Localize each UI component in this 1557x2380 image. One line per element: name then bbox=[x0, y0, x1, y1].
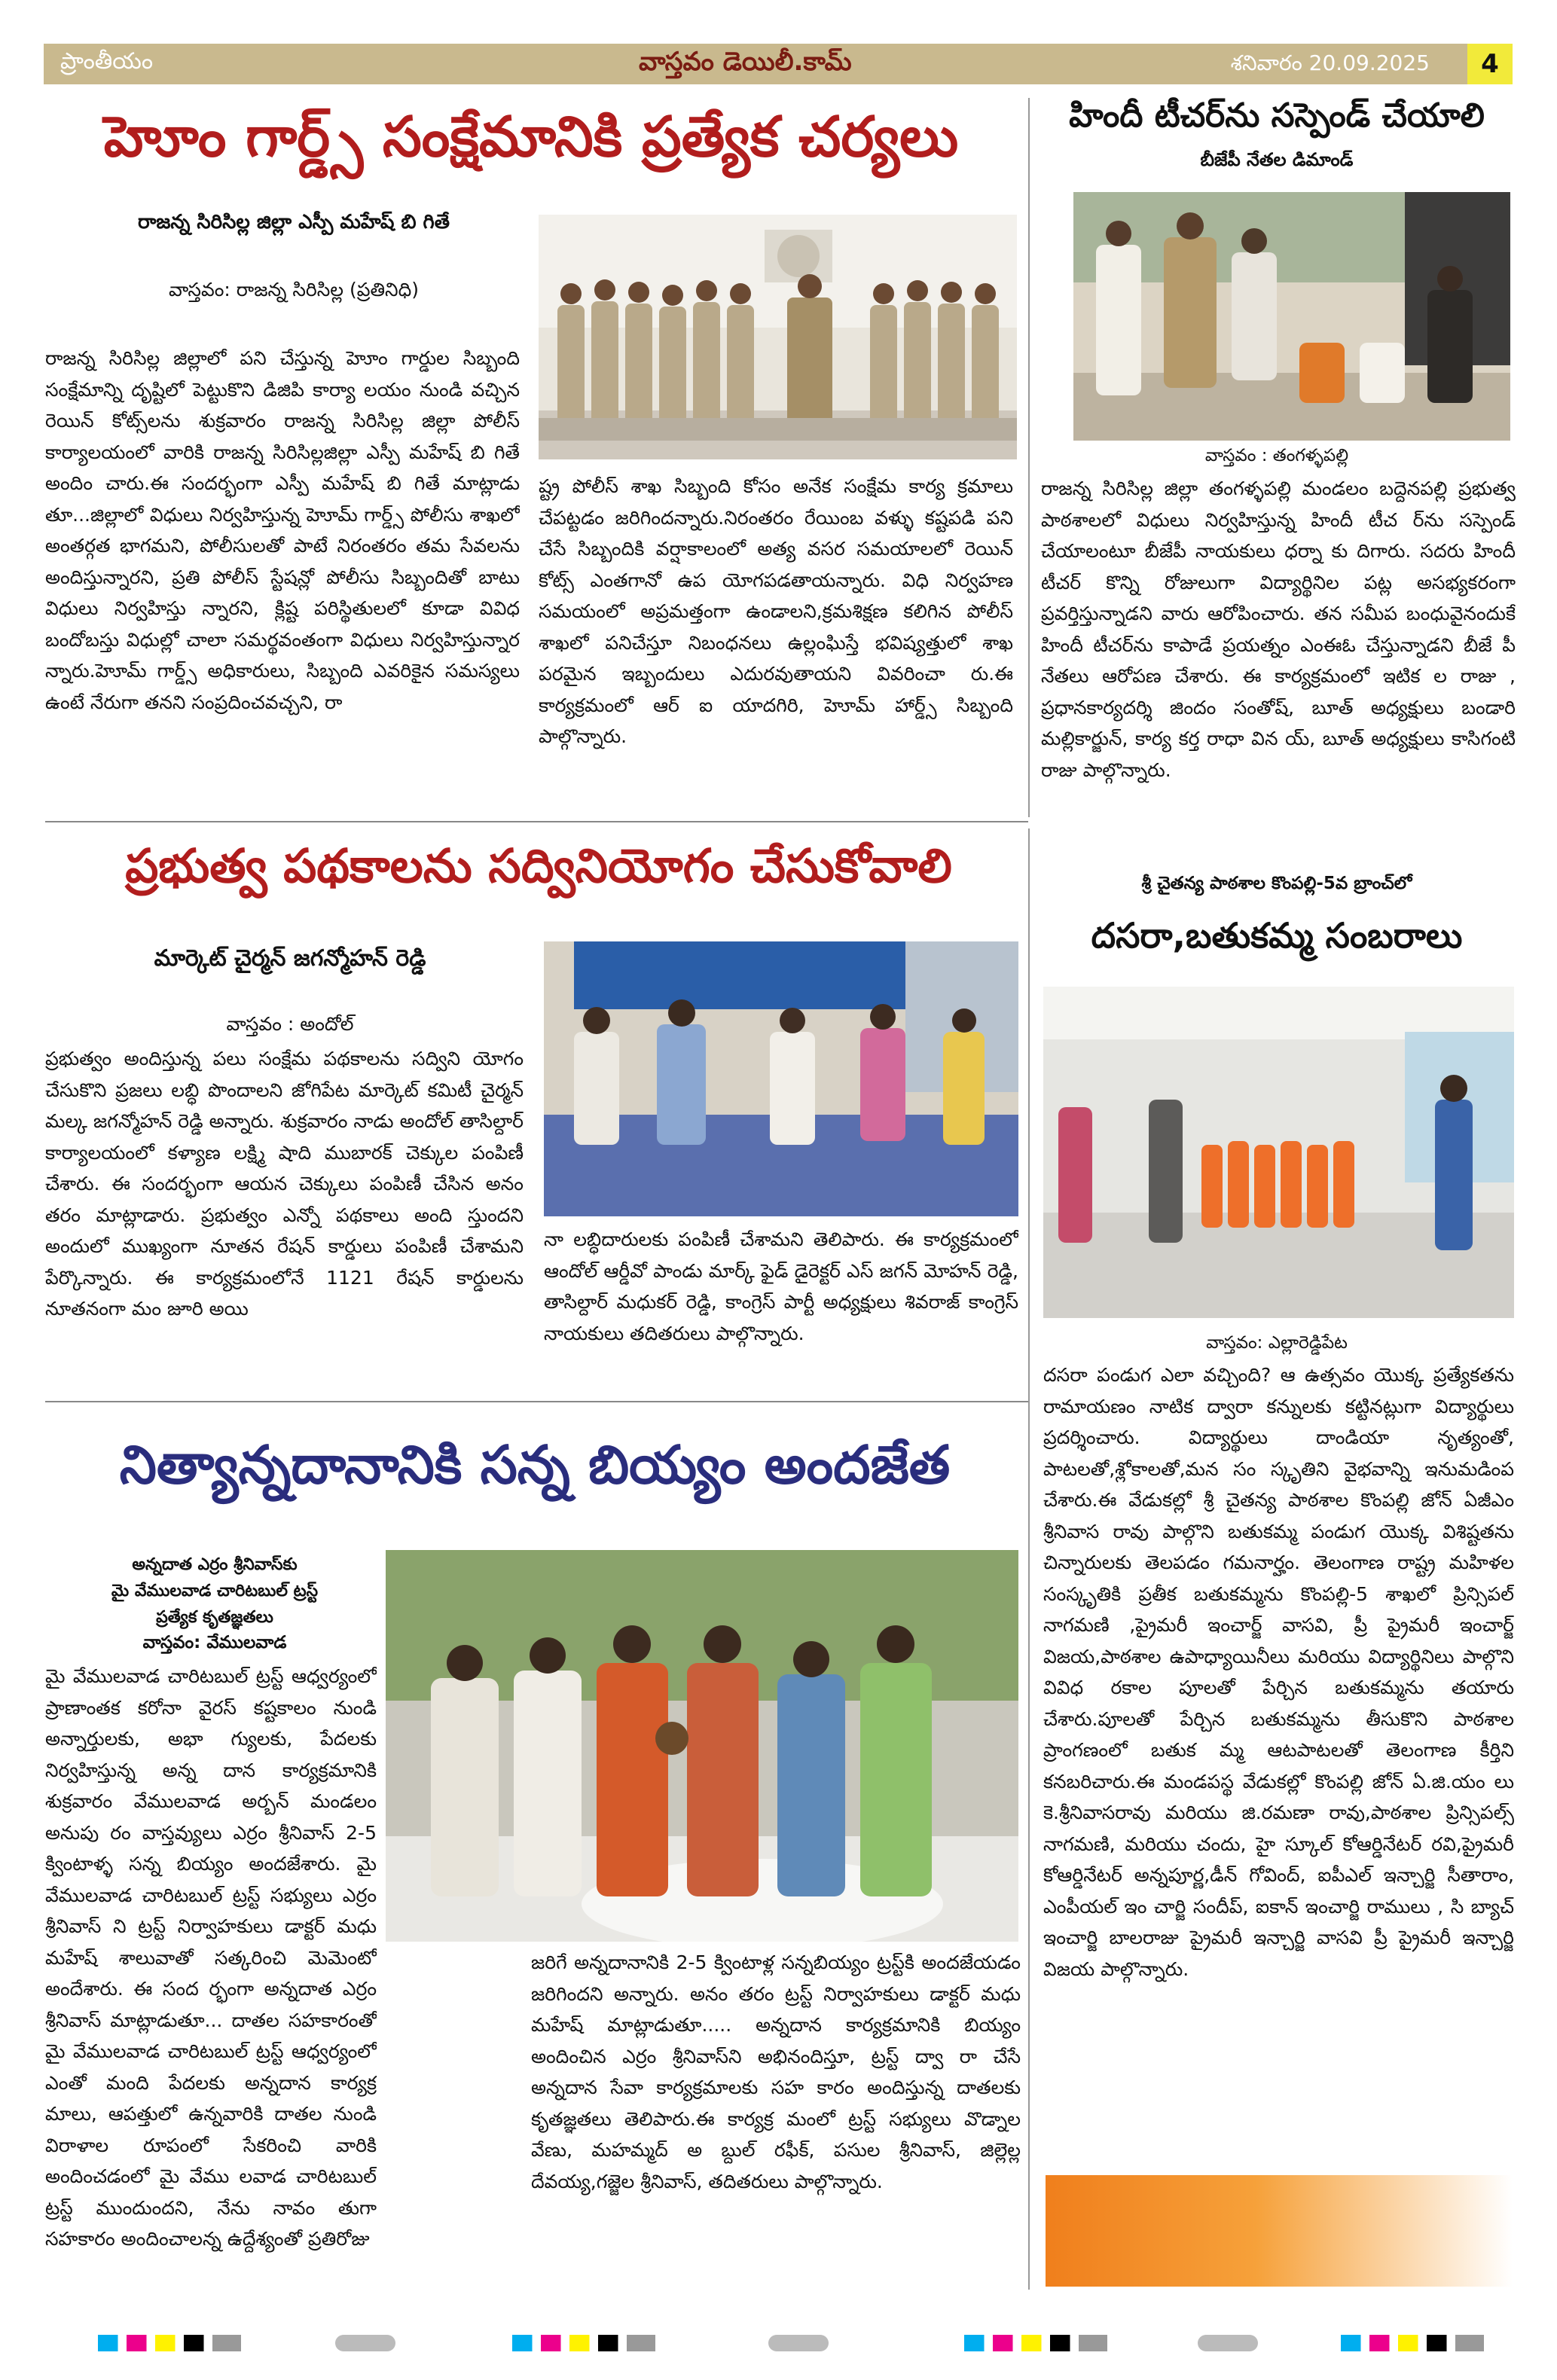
rice-donation-photo bbox=[386, 1550, 1018, 1942]
article5-headline: నిత్యాన్నదానానికి సన్న బియ్యం అందజేత bbox=[119, 1434, 951, 1496]
advert-block bbox=[1046, 2175, 1513, 2287]
article2-headline: హిందీ టీచర్‌ను సస్పెండ్ చేయాలి bbox=[1069, 96, 1485, 135]
color-bar bbox=[1341, 2335, 1484, 2351]
protest-photo bbox=[1073, 192, 1510, 441]
article1-photo bbox=[539, 215, 1017, 459]
article3-body-col1: ప్రభుత్వం అందిస్తున్న పలు సంక్షేమ పథకాలను సద్విని యోగం చేసుకొని ప్రజలు లబ్ధి పొందాలని జోగిపేట మార్కెట్ కమిటీ చైర్మన్ మల్క జగన్మోహన్ రెడ్డి అన్నారు. శుక్రవారం నాడు అందోల్ తాసిల్దార్ కార్యాలయంలో కళ్యాణ లక్ష్మి షాది ముబారక్ చెక్కుల పంపిణీ చేశారు. ఈ సందర్భంగా ఆయన చెక్కులు పంపిణీ చేసిన అనం తరం మాట్లాడారు. ప్రభుత్వం ఎన్నో పథకాలు అంది స్తుందని అందులో ముఖ్యంగా నూతన రేషన్ కార్డులు పంపిణీ చేశామని పేర్కొన్నారు. ఈ కార్యక్రమంలోనే 1121 రేషన్ కార్డులను నూతనంగా మం జూరి అయి bbox=[45, 1048, 524, 1320]
article2-dateline: వాస్తవం : తంగళ్ళపల్లి bbox=[1204, 446, 1349, 465]
article4-body: దసరా పండుగ ఎలా వచ్చింది? ఆ ఉత్సవం యొక్క ప్రత్యేకతను రామాయణం నాటిక ద్వారా కన్నులకు కట్టినట్లుగా విద్యార్థులు ప్రదర్శించారు. విద్యార్థులు దాండియా నృత్యంతో, పాటలతో,శ్లోకాలతో,మన సం స్కృతిని వైభవాన్ని ఇనుమడింప చేశారు.ఈ వేడుకల్లో శ్రీ చైతన్య పాఠశాల కొంపల్లి జోన్ ఏజీఎం శ్రీనివాస రావు పాల్గొని బతుకమ్మ పండుగ యొక్క విశిష్టతను చిన్నారులకు తెలపడం గమనార్హం. తెలంగాణ రాష్ట్ర మహిళల సంస్కృతికి ప్రతీక బతుకమ్మను కొంపల్లి-5 శాఖలో ప్రిన్సిపల్ నాగమణి ,ప్రైమరీ ఇంచార్జ్ వాసవి, ప్రీ ప్రైమరీ ఇంచార్జ్ విజయ,పాఠశాల ఉపాధ్యాయినీలు మరియు విద్యార్థినిలు పాల్గొని వివిధ రకాల పూలతో పేర్చిన బతుకమ్మను తయారు చేశారు.పూలతో పేర్చిన బతుకమ్మను తీసుకొని పాఠశాల ప్రాంగణంలో బతుక మ్మ ఆటపాటలతో తెలంగాణ కీర్తిని కనబరిచారు.ఈ మండపస్థ వేడుకల్లో కొంపల్లి జోన్ ఏ.జి.యం లు కె.శ్రీనివాసరావు మరియు జి.రమణా రావు,పాఠశాల ప్రిన్సిపల్స్ నాగమణి, మరియు చందు, హై స్కూల్ కోఆర్డినేటర్ రవి,ప్రైమరీ కోఆర్డినేటర్ అన్నపూర్ణ,డీన్ గోవింద్, ఐపీఎల్ ఇన్చార్జి సీతారాం, ఎంపీయల్ ఇం చార్జి సందీప్, ఐకాన్ ఇంచార్జి రాములు , సి బ్యాచ్ ఇంచార్జి బాలరాజు ప్రైమరీ ఇన్చార్జి వాసవి ప్రీ ప్రైమరీ ఇన్చార్జి విజయ పాల్గొన్నారు. bbox=[1043, 1364, 1514, 1980]
registration-pill bbox=[335, 2335, 395, 2351]
color-bar bbox=[512, 2335, 655, 2351]
color-bar bbox=[964, 2335, 1107, 2351]
article5-subhead-2: మై వేములవాడ చారిటబుల్ ట్రస్ట్ bbox=[111, 1582, 319, 1600]
article2-subhead: బీజేపీ నేతల డిమాండ్ bbox=[1200, 149, 1354, 170]
column-divider-2 bbox=[1028, 828, 1030, 2290]
article3-photo bbox=[544, 941, 1018, 1216]
article1-subhead: రాజన్న సిరిసిల్ల జిల్లా ఎస్పీ మహేష్ బి గితే bbox=[138, 211, 450, 233]
article3-body-col2: నా లబ్ధిదారులకు పంపిణీ చేశామని తెలిపారు. ఈ కార్యక్రమంలో ఆందోల్ ఆర్డీవో పాండు మార్క్ ఫైడ్ డైరెక్టర్ ఎస్ జగన్ మోహన్ రెడ్డి, తాసిల్దార్ మధుకర్ రెడ్డి, కాంగ్రెస్ పార్టీ అధ్యక్షులు శివరాజ్ కాంగ్రెస్ నాయకులు తదితరులు పాల్గొన్నారు. bbox=[544, 1228, 1018, 1344]
article5-body-col2: జరిగే అన్నదానానికి 2-5 క్వింటాళ్ల సన్నబియ్యం ట్రస్ట్‌కి అందజేయడం జరిగిందని అన్నారు. అనం తరం ట్రస్ట్ నిర్వాహకులు డాక్టర్ మధు మహేష్ మాట్లాడుతూ..... అన్నదాన కార్యక్రమానికి బియ్యం అందించిన ఎర్రం శ్రీనివాస్‌ని అభినందిస్తూ, ట్రస్ట్ ద్వా రా చేసే అన్నదాన సేవా కార్యక్రమాలకు సహ కారం అందిస్తున్న దాతలకు కృతజ్ఞతలు తెలిపారు.ఈ కార్యక్ర మంలో ట్రస్ట్ సభ్యులు వొడ్నాల వేణు, మహమ్మద్ అ బ్దుల్ రఫీక్, పసుల శ్రీనివాస్, జిల్లెల్ల దేవయ్య,గజ్జెల శ్రీనివాస్, తదితరులు పాల్గొన్నారు. bbox=[531, 1951, 1021, 2192]
article4-kicker: శ్రీ చైతన్య పాఠశాల కొంపల్లి-5వ బ్రాంచ్‌లో bbox=[1141, 874, 1412, 893]
article3-headline: ప్రభుత్వ పథకాలను సద్వినియోగం చేసుకోవాలి bbox=[125, 838, 952, 893]
article4-headline: దసరా,బతుకమ్మ సంబరాలు bbox=[1091, 915, 1463, 956]
article1-body-col2: ష్ట్ర పోలీస్ శాఖ సిబ్బంది కోసం అనేక సంక్షేమ కార్య క్రమాలు చేపట్టడం జరిగిందన్నారు.నిరంతరం రేయింబ వళ్ళు కష్టపడి పని చేసే సిబ్బందికి వర్షాకాలంలో అత్య వసర సమయాలలో రెయిన్ కోట్స్ ఎంతగానో ఉప యోగపడతాయన్నారు. విధి నిర్వహణ సమయంలో అప్రమత్తంగా ఉండాలని,క్రమశిక్షణ కలిగిన పోలీస్ శాఖలో పనిచేస్తూ నిబంధనలు ఉల్లంఘిస్తే భవిష్యత్తులో శాఖ పరమైన ఇబ్బందులు ఎదురవుతాయని వివరించా రు.ఈ కార్యక్రమంలో ఆర్ ఐ యాదగిరి, హెూమ్ హార్డ్స్ సిబ్బంది పాల్గొన్నారు. bbox=[539, 475, 1013, 747]
article2-body: రాజన్న సిరిసిల్ల జిల్లా తంగళ్ళపల్లి మండలం బద్దెనపల్లి ప్రభుత్వ పాఠశాలలో విధులు నిర్వహిస్తున్న హిందీ టీచ ర్‌ను సస్పెండ్ చేయాలంటూ బీజేపీ నాయకులు ధర్నా కు దిగారు. సదరు హిందీ టీచర్ కొన్ని రోజులుగా విద్యార్థినిల పట్ల అసభ్యకరంగా ప్రవర్తిస్తున్నాడని వారు ఆరోపించారు. తన సమీప బంధువైనందుకే హిందీ టీచర్‌ను కాపాడే ప్రయత్నం ఎంఈఓ చేస్తున్నాడని బీజే పీ నేతలు ఆరోపణ చేశారు. ఈ కార్యక్రమంలో ఇటిక ల రాజు , ప్రధానకార్యదర్శి జిందం సంతోష్, బూత్ అధ్యక్షులు బండారి మల్లికార్జున్, కార్య కర్త రాధా విన య్, బూత్ అధ్యక్షులు కాసిగంటి రాజు పాల్గొన్నారు. bbox=[1041, 478, 1516, 781]
article1-body-col1: రాజన్న సిరిసిల్ల జిల్లాలో పని చేస్తున్న హెూం గార్డుల సిబ్బంది సంక్షేమాన్ని దృష్టిలో పెట్టుకొని డిజిపి కార్యా లయం నుండి వచ్చిన రెయిన్ కోట్స్‌లను శుక్రవారం రాజన్న సిరిసిల్ల జిల్లా పోలీస్ కార్యాలయంలో వారికి రాజన్న సిరిసిల్లజిల్లా ఎస్పీ మహేష్ బి గితే అందిం చారు.ఈ సందర్భంగా ఎస్పీ మహేష్ బి గితే మాట్లాడు తూ...జిల్లాలో విధులు నిర్వహిస్తున్న హెూమ్ గార్డ్స్ పోలీసు శాఖలో అంతర్గత భాగమని, పోలీసులతో పాటే నిరంతరం తమ సేవలను అందిస్తున్నారని, ప్రతి పోలీస్ స్టేషన్లో పోలీసు సిబ్బందితో బాటు విధులు నిర్వహిస్తు న్నారని, క్లిష్ట పరిస్థితులలో కూడా వివిధ బందోబస్తు విధుల్లో చాలా సమర్థవంతంగా విధులు నిర్వహిస్తున్నార న్నారు.హెూమ్ గార్డ్స్ అధికారులు, సిబ్బంది ఎవరికైన సమస్యలు ఉంటే నేరుగా తనని సంప్రదించవచ్చని, రా bbox=[45, 347, 520, 713]
article3-dateline: వాస్తవం : అందోల్ bbox=[226, 1013, 354, 1035]
column-divider bbox=[1028, 98, 1030, 817]
color-bar bbox=[98, 2335, 241, 2351]
article4-photo bbox=[1043, 987, 1514, 1318]
article2-photo bbox=[1073, 192, 1510, 441]
masthead-band bbox=[44, 44, 1513, 84]
section-label: ప్రాంతీయం bbox=[60, 48, 154, 75]
registration-pill bbox=[768, 2335, 829, 2351]
article3-subhead: మార్కెట్ చైర్మన్ జగన్మోహన్ రెడ్డి bbox=[154, 945, 426, 972]
cheque-distribution-photo bbox=[544, 941, 1018, 1216]
section-rule bbox=[45, 821, 1028, 822]
article5-body-col1: మై వేములవాడ చారిటబుల్ ట్రస్ట్ ఆధ్వర్యంలో ప్రాణాంతక కరోనా వైరస్ కష్టకాలం నుండి అన్నార్తులకు, అభా గ్యులకు, పేదలకు నిర్వహిస్తున్న అన్న దాన కార్యక్రమానికి శుక్రవారం వేములవాడ అర్బన్ మండలం అనుపు రం వాస్తవ్యులు ఎర్రం శ్రీనివాస్ 2-5 క్వింటాళ్ళ సన్న బియ్యం అందజేశారు. మై వేములవాడ చారిటబుల్ ట్రస్ట్ సభ్యులు ఎర్రం శ్రీనివాస్ ని ట్రస్ట్ నిర్వాహకులు డాక్టర్ మధు మహేష్ శాలువాతో సత్కరించి మెమెంటో అందేశారు. ఈ సంద ర్భంగా అన్నదాత ఎర్రం శ్రీనివాస్ మాట్లాడుతూ... దాతల సహకారంతో మై వేములవాడ చారిటబుల్ ట్రస్ట్ ఆధ్వర్యంలో ఎంతో మంది పేదలకు అన్నదాన కార్యక్ర మాలు, ఆపత్తులో ఉన్నవారికి దాతల నుండి విరాళాల రూపంలో సేకరించి వారికి అందించడంలో మై వేము లవాడ చారిటబుల్ ట్రస్ట్ ముందుందని, నేను నావం తుగా సహకారం అందించాలన్న ఉద్దేశ్యంతో ప్రతిరోజు bbox=[45, 1665, 377, 2250]
dasara-celebration-photo bbox=[1043, 987, 1514, 1318]
article1-headline: హెూం గార్డ్స్ సంక్షేమానికి ప్రత్యేక చర్యలు bbox=[103, 105, 959, 169]
police-group-photo bbox=[539, 215, 1017, 459]
issue-date: శనివారం 20.09.2025 bbox=[1230, 50, 1430, 75]
page-number: 4 bbox=[1467, 44, 1513, 84]
section-rule-2 bbox=[45, 1401, 1028, 1402]
article1-dateline: వాస్తవం: రాజన్న సిరిసిల్ల (ప్రతినిధి) bbox=[168, 279, 420, 301]
article4-dateline: వాస్తవం: ఎల్లారెడ్డిపేట bbox=[1206, 1333, 1348, 1353]
article5-dateline: వాస్తవం: వేములవాడ bbox=[142, 1633, 287, 1652]
article5-photo bbox=[386, 1550, 1018, 1942]
registration-pill bbox=[1198, 2335, 1258, 2351]
article5-subhead-3: ప్రత్యేక కృతజ్ఞతలు bbox=[156, 1608, 273, 1627]
article5-subhead-1: అన్నదాత ఎర్రం శ్రీనివాస్‌కు bbox=[132, 1555, 298, 1574]
paper-logo: వాస్తవం డెయిలీ.కామ్ bbox=[639, 47, 852, 77]
